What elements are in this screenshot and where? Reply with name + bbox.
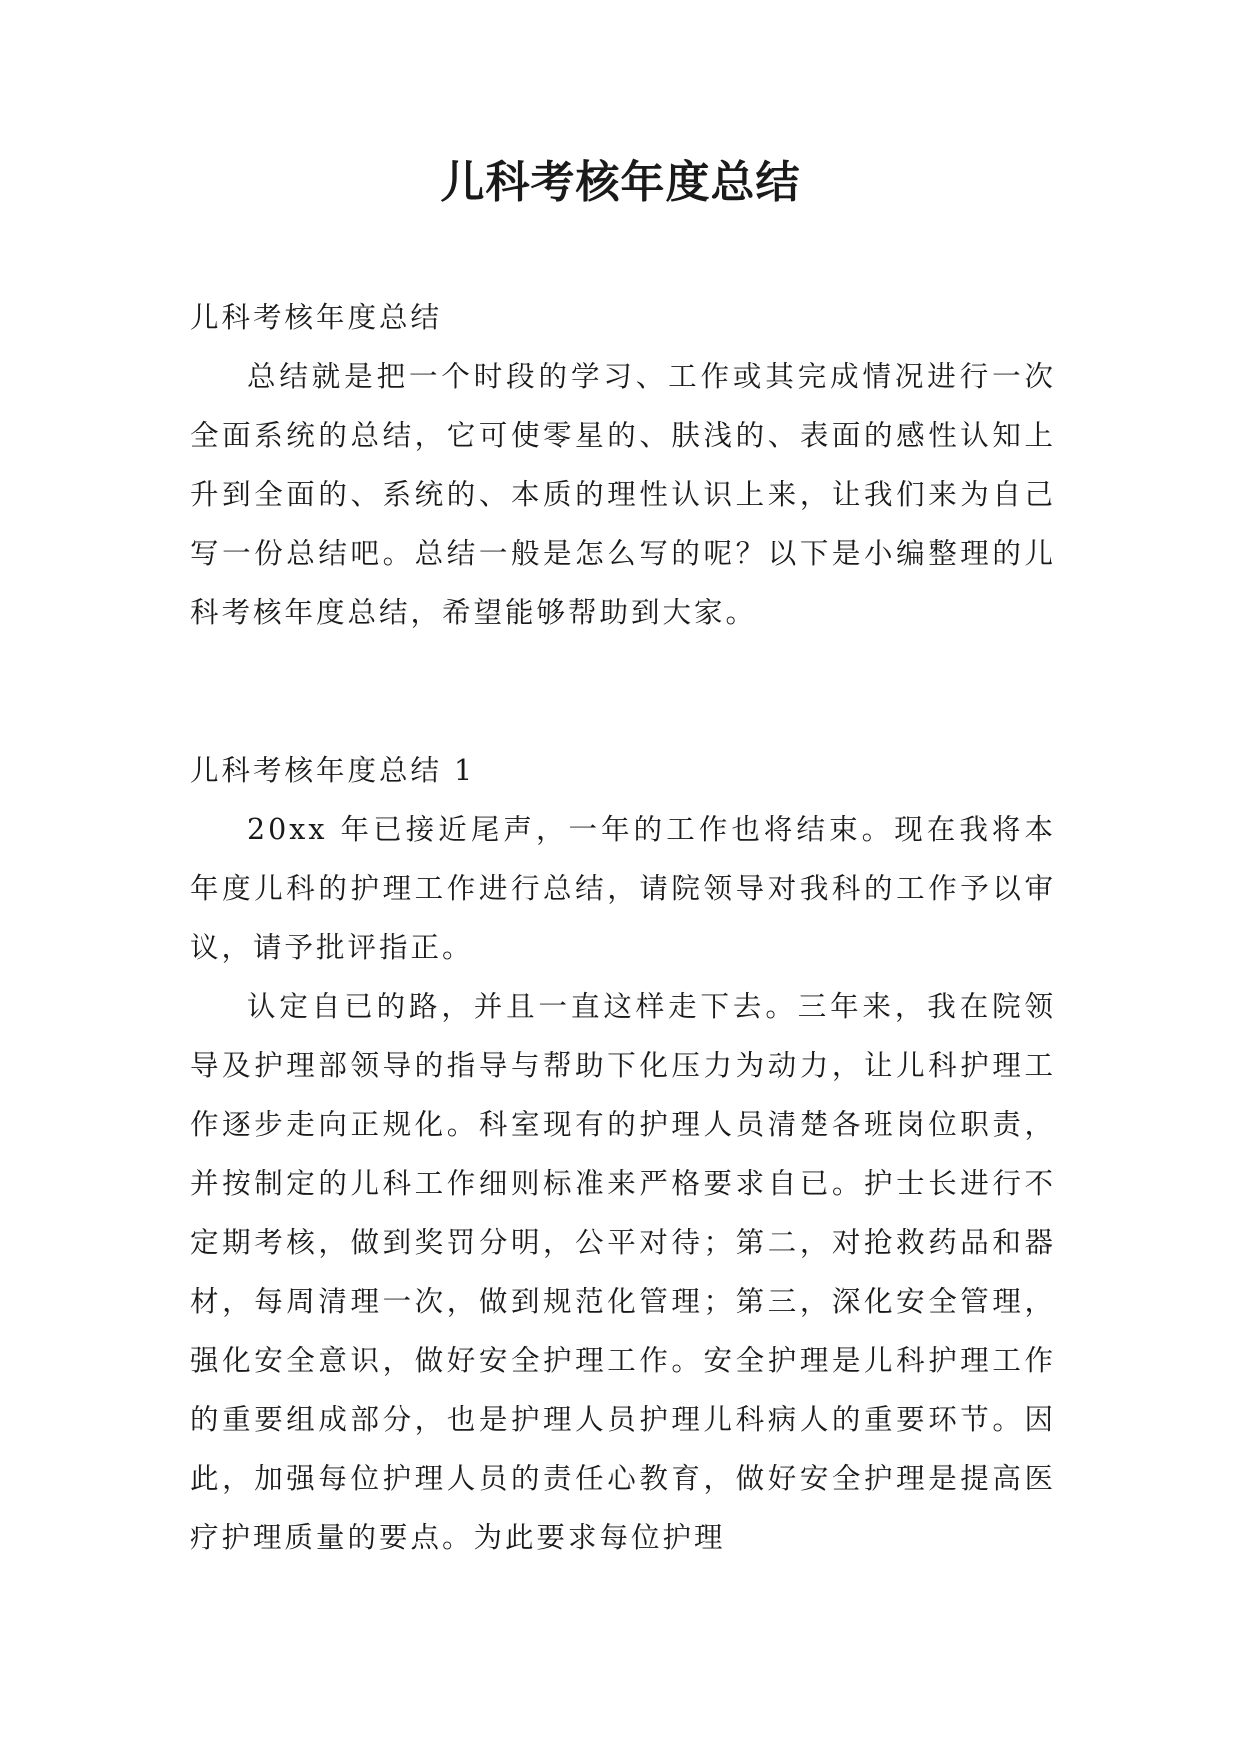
intro-section — [190, 288, 1056, 642]
intro-paragraph: 总结就是把一个时段的学习、工作或其完成情况进行一次全面系统的总结，它可使零星的、肤浅的、表面的感性认知上升到全面的、系统的、本质的理性认识上来，让我们来为自己写一份总结吧。总结一般是怎么写的呢？以下是小编整理的儿科考核年度总结，希望能够帮助到大家。 — [190, 360, 1056, 629]
document-title: 儿科考核年度总结 — [440, 157, 801, 208]
intro-heading: 儿科考核年度总结 — [190, 301, 443, 334]
section-1-paragraph: 认定自已的路，并且一直这样走下去。三年来，我在院领导及护理部领导的指导与帮助下化压力为动力，让儿科护理工作逐步走向正规化。科室现有的护理人员清楚各班岗位职责，并按制定的儿科工作细则标准来严格要求自已。护士长进行不定期考核，做到奖罚分明，公平对待；第二，对抢救药品和器材，每周清理一次，做到规范化管理；第三，深化安全管理，强化安全意识，做好安全护理工作。安全护理是儿科护理工作的重要组成部分，也是护理人员护理儿科病人的重要环节。因此，加强每位护理人员的责任心教育，做好安全护理是提高医疗护理质量的要点。为此要求每位护理 — [190, 990, 1056, 1554]
section-1 — [190, 741, 1056, 1567]
section-1-heading: 儿科考核年度总结 1 — [190, 754, 476, 787]
section-1-paragraph: 20xx 年已接近尾声，一年的工作也将结束。现在我将本年度儿科的护理工作进行总结，请院领导对我科的工作予以审议，请予批评指正。 — [190, 813, 1056, 964]
